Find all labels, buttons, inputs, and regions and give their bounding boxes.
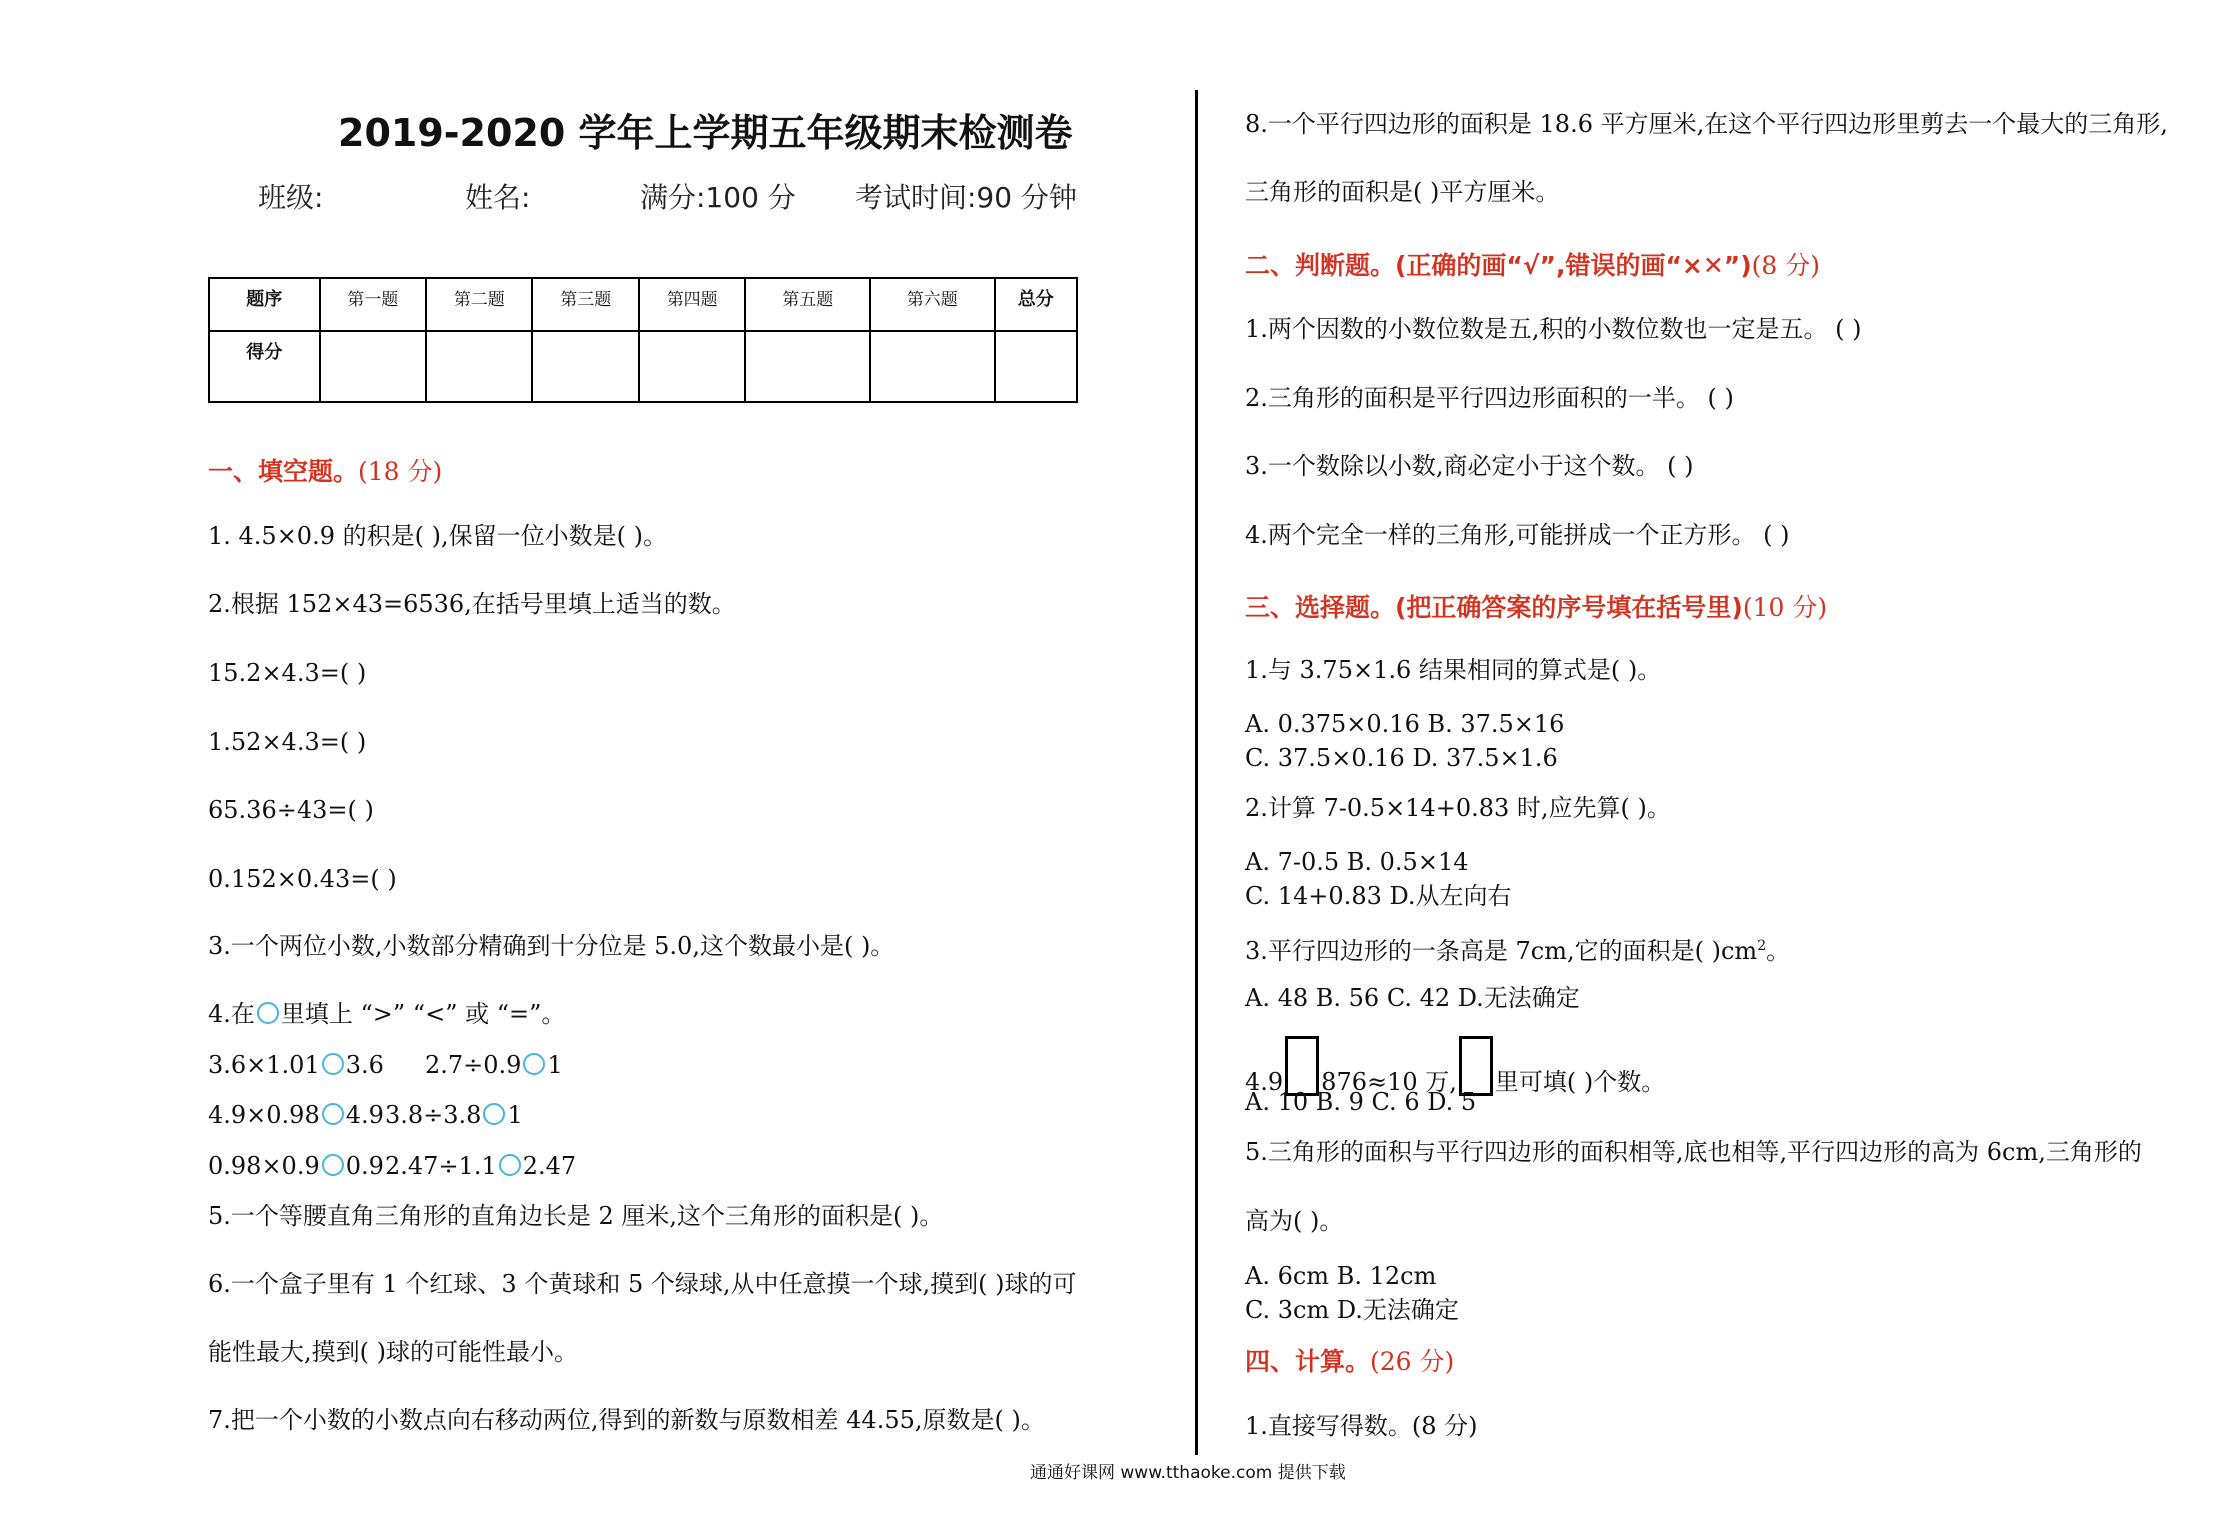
judge-3: 3.一个数除以小数,商必定小于这个数。 ( ) xyxy=(1245,452,1694,480)
compare-right: 4.9 xyxy=(345,1101,384,1129)
table-header-cell: 总分 xyxy=(995,278,1077,331)
score-cell[interactable] xyxy=(639,331,745,402)
question-2b: 1.52×4.3=( ) xyxy=(208,728,367,756)
table-header-cell: 题序 xyxy=(209,278,320,331)
judge-2: 2.三角形的面积是平行四边形面积的一半。 ( ) xyxy=(1245,384,1734,412)
question-8-line-1: 8.一个平行四边形的面积是 18.6 平方厘米,在这个平行四边形里剪去一个最大的三角形, xyxy=(1245,110,2168,138)
question-6-line-2: 能性最大,摸到( )球的可能性最小。 xyxy=(208,1338,578,1366)
choice-4-options: A. 10 B. 9 C. 6 D. 5 xyxy=(1245,1088,1477,1116)
choice-3-end: 。 xyxy=(1766,937,1791,965)
choice-3-options: A. 48 B. 56 C. 42 D.无法确定 xyxy=(1245,984,1580,1012)
judge-1: 1.两个因数的小数位数是五,积的小数位数也一定是五。 ( ) xyxy=(1245,315,1862,343)
compare-left: 4.9×0.98 xyxy=(208,1101,320,1129)
score-cell[interactable] xyxy=(995,331,1077,402)
choice-1: 1.与 3.75×1.6 结果相同的算式是( )。 xyxy=(1245,656,1662,684)
full-score: 满分:100 分 xyxy=(640,181,796,214)
table-header-cell: 第五题 xyxy=(745,278,870,331)
compare-right: 2.47 xyxy=(522,1152,577,1180)
question-4-prefix: 4.在 xyxy=(208,1000,255,1028)
choice-2-options-a: A. 7-0.5 B. 0.5×14 xyxy=(1245,848,1469,876)
table-header-cell: 第二题 xyxy=(426,278,532,331)
choice-3 xyxy=(1245,932,1790,965)
class-label: 班级: xyxy=(258,181,324,214)
compare-circle-icon[interactable] xyxy=(322,1053,344,1075)
choice-1-options-a: A. 0.375×0.16 B. 37.5×16 xyxy=(1245,710,1565,738)
section-1-points: (18 分) xyxy=(358,457,443,486)
score-table xyxy=(208,277,1078,403)
section-2-points: (8 分) xyxy=(1751,251,1821,280)
choice-1-options-b: C. 37.5×0.16 D. 37.5×1.6 xyxy=(1245,744,1558,772)
choice-3-text: 3.平行四边形的一条高是 7cm,它的面积是( )cm xyxy=(1245,937,1758,965)
table-header-cell: 第六题 xyxy=(870,278,995,331)
section-2-heading xyxy=(1245,246,1820,282)
section-4-title: 四、计算。 xyxy=(1245,1347,1371,1376)
question-8-line-2: 三角形的面积是( )平方厘米。 xyxy=(1245,178,1560,206)
compare-left: 3.8÷3.8 xyxy=(385,1101,482,1129)
table-header-cell: 第一题 xyxy=(320,278,426,331)
judge-4: 4.两个完全一样的三角形,可能拼成一个正方形。 ( ) xyxy=(1245,521,1790,549)
compare-right: 0.9 xyxy=(345,1152,384,1180)
question-3: 3.一个两位小数,小数部分精确到十分位是 5.0,这个数最小是( )。 xyxy=(208,932,895,960)
choice-4-part-c: 里可填( )个数。 xyxy=(1494,1068,1666,1096)
compare-row-1b xyxy=(425,1051,563,1079)
question-2c: 65.36÷43=( ) xyxy=(208,796,374,824)
section-4-points: (26 分) xyxy=(1370,1347,1455,1376)
section-3-heading xyxy=(1245,588,1827,624)
compare-circle-icon[interactable] xyxy=(322,1154,344,1176)
compare-left: 2.7÷0.9 xyxy=(425,1051,522,1079)
compare-left: 2.47÷1.1 xyxy=(385,1152,497,1180)
choice-5-line-2: 高为( )。 xyxy=(1245,1207,1344,1235)
compare-right: 3.6 xyxy=(345,1051,384,1079)
choice-5-options-a: A. 6cm B. 12cm xyxy=(1245,1262,1437,1290)
section-1-heading xyxy=(208,452,442,488)
compare-right: 1 xyxy=(507,1101,523,1129)
name-label: 姓名: xyxy=(465,181,531,214)
question-2a: 15.2×4.3=( ) xyxy=(208,659,367,687)
compare-row-2 xyxy=(208,1101,384,1129)
question-7: 7.把一个小数的小数点向右移动两位,得到的新数与原数相差 44.55,原数是( )。 xyxy=(208,1406,1045,1434)
exam-time: 考试时间:90 分钟 xyxy=(855,181,1077,214)
question-4-suffix: 里填上 “>” “<” 或 “=”。 xyxy=(280,1000,566,1028)
compare-circle-icon[interactable] xyxy=(499,1154,521,1176)
footer-credit: 通通好课网 www.tthaoke.com 提供下载 xyxy=(1030,1463,1346,1483)
section-4-heading xyxy=(1245,1342,1454,1378)
compare-circle-icon[interactable] xyxy=(523,1053,545,1075)
score-cell[interactable] xyxy=(532,331,638,402)
question-6-line-1: 6.一个盒子里有 1 个红球、3 个黄球和 5 个绿球,从中任意摸一个球,摸到( )球的可 xyxy=(208,1270,1077,1298)
blank-box-icon xyxy=(1459,1036,1493,1096)
compare-row-1 xyxy=(208,1051,384,1079)
question-4 xyxy=(208,1000,565,1028)
compare-row-3b xyxy=(385,1152,576,1180)
compare-left: 0.98×0.9 xyxy=(208,1152,320,1180)
choice-3-exponent: 2 xyxy=(1757,938,1767,954)
choice-4-part-a: 4.9 xyxy=(1245,1068,1284,1096)
compare-left: 3.6×1.01 xyxy=(208,1051,320,1079)
compare-row-2b xyxy=(385,1101,523,1129)
compare-circle-icon[interactable] xyxy=(483,1103,505,1125)
score-cell[interactable] xyxy=(426,331,532,402)
choice-5-options-b: C. 3cm D.无法确定 xyxy=(1245,1296,1459,1324)
table-header-cell: 第三题 xyxy=(532,278,638,331)
score-cell[interactable] xyxy=(320,331,426,402)
choice-4 xyxy=(1245,1036,1665,1096)
question-2: 2.根据 152×43=6536,在括号里填上适当的数。 xyxy=(208,590,736,618)
choice-5-line-1: 5.三角形的面积与平行四边形的面积相等,底也相等,平行四边形的高为 6cm,三角形的 xyxy=(1245,1138,2142,1166)
choice-2-options-b: C. 14+0.83 D.从左向右 xyxy=(1245,882,1512,910)
question-1: 1. 4.5×0.9 的积是( ),保留一位小数是( )。 xyxy=(208,522,667,550)
choice-2: 2.计算 7-0.5×14+0.83 时,应先算( )。 xyxy=(1245,794,1671,822)
choice-4-part-b: 876≈10 万, xyxy=(1321,1068,1457,1096)
compare-circle-icon[interactable] xyxy=(322,1103,344,1125)
column-divider xyxy=(1195,90,1198,1455)
blank-box-icon[interactable] xyxy=(1285,1036,1319,1096)
compare-circle-icon xyxy=(257,1002,279,1024)
section-2-title: 二、判断题。(正确的画“√”,错误的画“×✕”) xyxy=(1245,251,1752,280)
page-title: 2019-2020 学年上学期五年级期末检测卷 xyxy=(338,111,1073,155)
section-1-title: 一、填空题。 xyxy=(208,457,359,486)
score-cell[interactable] xyxy=(745,331,870,402)
section-3-title: 三、选择题。(把正确答案的序号填在括号里) xyxy=(1245,593,1743,622)
section-3-points: (10 分) xyxy=(1742,593,1828,622)
compare-right: 1 xyxy=(547,1051,563,1079)
table-header-cell: 第四题 xyxy=(639,278,745,331)
score-row-label: 得分 xyxy=(209,331,320,402)
compare-row-3 xyxy=(208,1152,384,1180)
question-5: 5.一个等腰直角三角形的直角边长是 2 厘米,这个三角形的面积是( )。 xyxy=(208,1202,944,1230)
calc-1: 1.直接写得数。(8 分) xyxy=(1245,1412,1478,1440)
question-2d: 0.152×0.43=( ) xyxy=(208,865,397,893)
score-cell[interactable] xyxy=(870,331,995,402)
